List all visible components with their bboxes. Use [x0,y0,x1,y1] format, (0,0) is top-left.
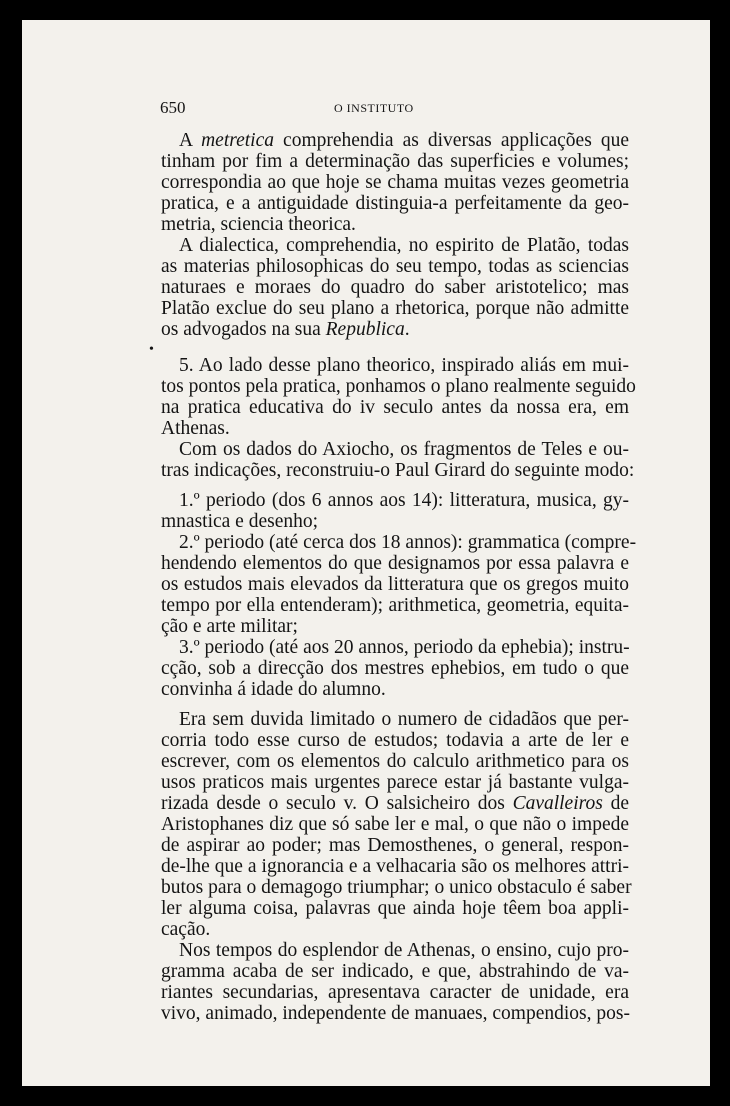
text-line [161,214,629,236]
text-line [161,814,629,836]
text-line [161,277,629,299]
text-line [179,235,629,257]
text-run: os advogados na sua [161,319,326,340]
text-run: 3.º periodo (até aos 20 annos, periodo da ephebia); instru- [179,637,630,658]
text-line [179,490,629,512]
text-run: tempo por ella entenderam); arithmetica, geometria, equita- [161,595,629,616]
text-line [179,709,629,731]
text-run: Era sem duvida limitado o numero de cidadãos que per- [179,709,629,730]
text-line [179,637,629,659]
text-run: cção, sob a direcção dos mestres ephebios, em tudo o que [161,658,629,679]
text-run: 1.º periodo (dos 6 annos aos 14): litteratura, musica, gy- [179,490,629,511]
text-line [161,919,629,941]
text-line [161,151,629,173]
text-run: Athenas. [161,418,230,439]
book-page [22,20,710,1086]
text-run: Nos tempos do esplendor de Athenas, o ensino, cujo pro- [179,940,629,961]
text-run: vivo, animado, independente de manuaes, compendios, pos- [161,1003,630,1024]
text-line [161,511,629,533]
italic-term: Republica [325,319,405,340]
text-line [161,961,629,983]
running-title: O INSTITUTO [334,101,414,115]
text-run: hendendo elementos do que designamos por essa palavra e [161,553,629,574]
text-line [161,397,629,419]
text-line [161,679,629,701]
text-run: usos praticos mais urgentes parece estar já bastante vulga- [161,772,629,793]
text-line [161,835,629,857]
text-line [161,460,635,482]
text-line [161,172,629,194]
text-run: pratica, e a antiguidade distinguia-a perfeitamente da geo- [161,193,629,214]
text-run: tinham por fim a determinação das superficies e volumes; [161,151,629,172]
text-run: naturaes e moraes do quadro do saber aristotelico; mas [161,277,629,298]
text-run: ção e arte militar; [161,616,298,637]
text-line [179,130,629,152]
text-line [161,856,629,878]
text-line [161,376,636,398]
text-line [161,793,629,815]
text-line [179,532,637,554]
text-run: correspondia ao que hoje se chama muitas vezes geometria [161,172,629,193]
text-run: rizada desde o seculo v. O salsicheiro dos [161,793,513,814]
text-line [161,898,629,920]
text-line [161,574,629,596]
running-header [160,98,568,120]
text-run: gramma acaba de ser indicado, e que, abstrahindo de va- [161,961,629,982]
text-line [161,877,632,899]
text-line [161,418,629,440]
text-run: ler alguma coisa, palavras que ainda hoje têem boa appli- [161,898,629,919]
text-run: de aspirar ao poder; mas Demosthenes, o general, respon- [161,835,629,856]
text-run: A [179,130,202,151]
text-run: as materias philosophicas do seu tempo, todas as sciencias [161,256,629,277]
text-run: tos pontos pela pratica, ponhamos o plano realmente seguido [161,376,636,397]
text-line [161,595,629,617]
text-run: metria, sciencia theorica. [161,214,356,235]
text-run: de [602,793,630,814]
text-line [161,553,629,575]
text-run: os estudos mais elevados da litteratura que os gregos muito [161,574,629,595]
text-run: comprehendia as diversas applicações que [274,130,629,151]
text-line [179,355,629,377]
text-line [161,982,629,1004]
text-run: tras indicações, reconstruiu-o Paul Girard do seguinte modo: [161,460,635,481]
text-run: Aristophanes diz que só sabe ler e mal, o que não o impede [161,814,629,835]
text-run: Platão exclue do seu plano a rhetorica, porque não admitte [161,298,629,319]
text-line [161,298,629,320]
italic-term: metretica [201,130,274,151]
text-line [179,439,629,461]
margin-mark: • [149,342,154,357]
text-run: . [404,319,410,340]
text-run: A dialectica, comprehendia, no espirito de Platão, todas [179,235,629,256]
text-run: riantes secundarias, apresentava caracter de unidade, era [161,982,629,1003]
text-line [179,940,629,962]
text-run: cação. [161,919,211,940]
text-run: escrever, com os elementos do calculo arithmetico para os [161,751,629,772]
text-line [161,772,629,794]
text-line [161,616,629,638]
page-number: 650 [160,98,186,117]
text-run: convinha á idade do alumno. [161,679,386,700]
text-line [161,751,629,773]
text-run: butos para o demagogo triumphar; o unico obstaculo é saber [161,877,632,898]
text-run: de-lhe que a ignorancia e a velhacaria são os melhores attri- [161,856,629,877]
text-run: 2.º periodo (até cerca dos 18 annos): grammatica (compre- [179,532,637,553]
text-line [161,319,629,341]
text-run: Com os dados do Axiocho, os fragmentos de Teles e ou- [179,439,629,460]
text-line [161,1003,629,1025]
text-run: corria todo esse curso de estudos; todavia a arte de ler e [161,730,629,751]
text-line [161,193,629,215]
text-line [161,658,629,680]
italic-term: Cavalleiros [512,793,603,814]
text-line [161,730,629,752]
text-run: na pratica educativa do iv seculo antes da nossa era, em [161,397,629,418]
text-run: 5. Ao lado desse plano theorico, inspirado aliás em mui- [179,355,629,376]
text-line [161,256,629,278]
text-run: mnastica e desenho; [161,511,319,532]
